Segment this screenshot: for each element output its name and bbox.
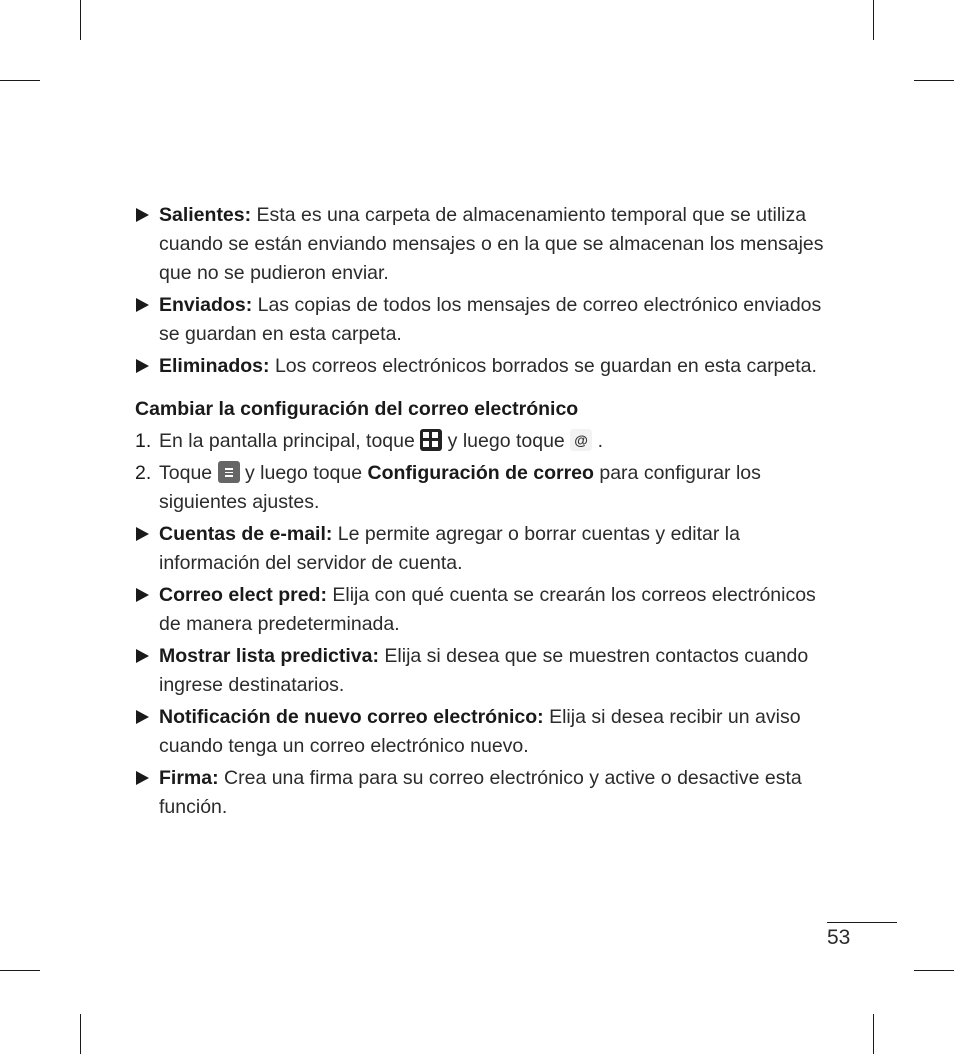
setting-term: Cuentas de e-mail:: [159, 523, 333, 545]
crop-mark: [914, 970, 954, 971]
bullet-arrow-icon: [136, 527, 149, 541]
folder-term: Eliminados:: [159, 355, 270, 377]
email-at-icon: [570, 429, 592, 451]
step-number: 1.: [135, 430, 152, 452]
apps-grid-icon: [420, 429, 442, 451]
bullet-arrow-icon: [136, 588, 149, 602]
setting-item-notificacion: [135, 703, 825, 761]
step-text: y luego toque: [442, 430, 571, 452]
step-text: y luego toque: [239, 462, 368, 484]
page-number: 53: [827, 926, 851, 949]
setting-term: Notificación de nuevo correo electrónico:: [159, 706, 544, 728]
folder-item-salientes: [135, 201, 825, 288]
step-2: [135, 459, 825, 517]
bullet-arrow-icon: [136, 771, 149, 785]
setting-item-correo-pred: [135, 581, 825, 639]
section-heading: Cambiar la configuración del correo electrónico: [135, 398, 579, 420]
crop-mark: [80, 1014, 81, 1054]
step-bold-term: Configuración de correo: [367, 462, 594, 484]
crop-mark: [0, 970, 40, 971]
page-content: [135, 201, 825, 825]
crop-mark: [914, 80, 954, 81]
step-number: 2.: [135, 462, 152, 484]
step-text: .: [592, 430, 604, 452]
email-icon-glyph: @: [574, 432, 588, 448]
bullet-arrow-icon: [136, 710, 149, 724]
step-text: En la pantalla principal, toque: [159, 430, 421, 452]
crop-mark: [80, 0, 81, 40]
setting-desc: Crea una firma para su correo electrónico y active o desactive esta función.: [159, 767, 802, 818]
setting-desc: Elija con qué cuenta se crearán los correos electrónicos de manera predeterminada.: [159, 584, 816, 635]
folder-term: Enviados:: [159, 294, 253, 316]
folder-desc: Las copias de todos los mensajes de correo electrónico enviados se guardan en esta carpeta.: [159, 294, 822, 345]
folder-desc: Los correos electrónicos borrados se guardan en esta carpeta.: [269, 355, 817, 377]
setting-term: Correo elect pred:: [159, 584, 327, 606]
setting-desc: Elija si desea que se muestren contactos cuando ingrese destinatarios.: [159, 645, 809, 696]
menu-icon: [218, 461, 240, 483]
bullet-arrow-icon: [136, 208, 149, 222]
page-number-rule: [827, 922, 897, 923]
folder-item-enviados: [135, 291, 825, 349]
setting-item-lista-predictiva: [135, 642, 825, 700]
setting-desc: Le permite agregar o borrar cuentas y editar la información del servidor de cuenta.: [159, 523, 740, 574]
crop-mark: [0, 80, 40, 81]
folder-desc: Esta es una carpeta de almacenamiento temporal que se utiliza cuando se están enviando mensajes o en la que se almacenan los mensajes que no se pudieron enviar.: [159, 204, 824, 284]
bullet-arrow-icon: [136, 298, 149, 312]
setting-term: Firma:: [159, 767, 219, 789]
setting-item-cuentas: [135, 520, 825, 578]
folder-item-eliminados: [135, 352, 825, 381]
bullet-arrow-icon: [136, 649, 149, 663]
folder-term: Salientes:: [159, 204, 252, 226]
crop-mark: [873, 0, 874, 40]
step-text: Toque: [159, 462, 218, 484]
step-1: [135, 427, 825, 456]
setting-item-firma: [135, 764, 825, 822]
bullet-arrow-icon: [136, 359, 149, 373]
crop-mark: [873, 1014, 874, 1054]
step-text: para configurar los siguientes ajustes.: [159, 462, 761, 513]
setting-term: Mostrar lista predictiva:: [159, 645, 379, 667]
setting-desc: Elija si desea recibir un aviso cuando tenga un correo electrónico nuevo.: [159, 706, 801, 757]
